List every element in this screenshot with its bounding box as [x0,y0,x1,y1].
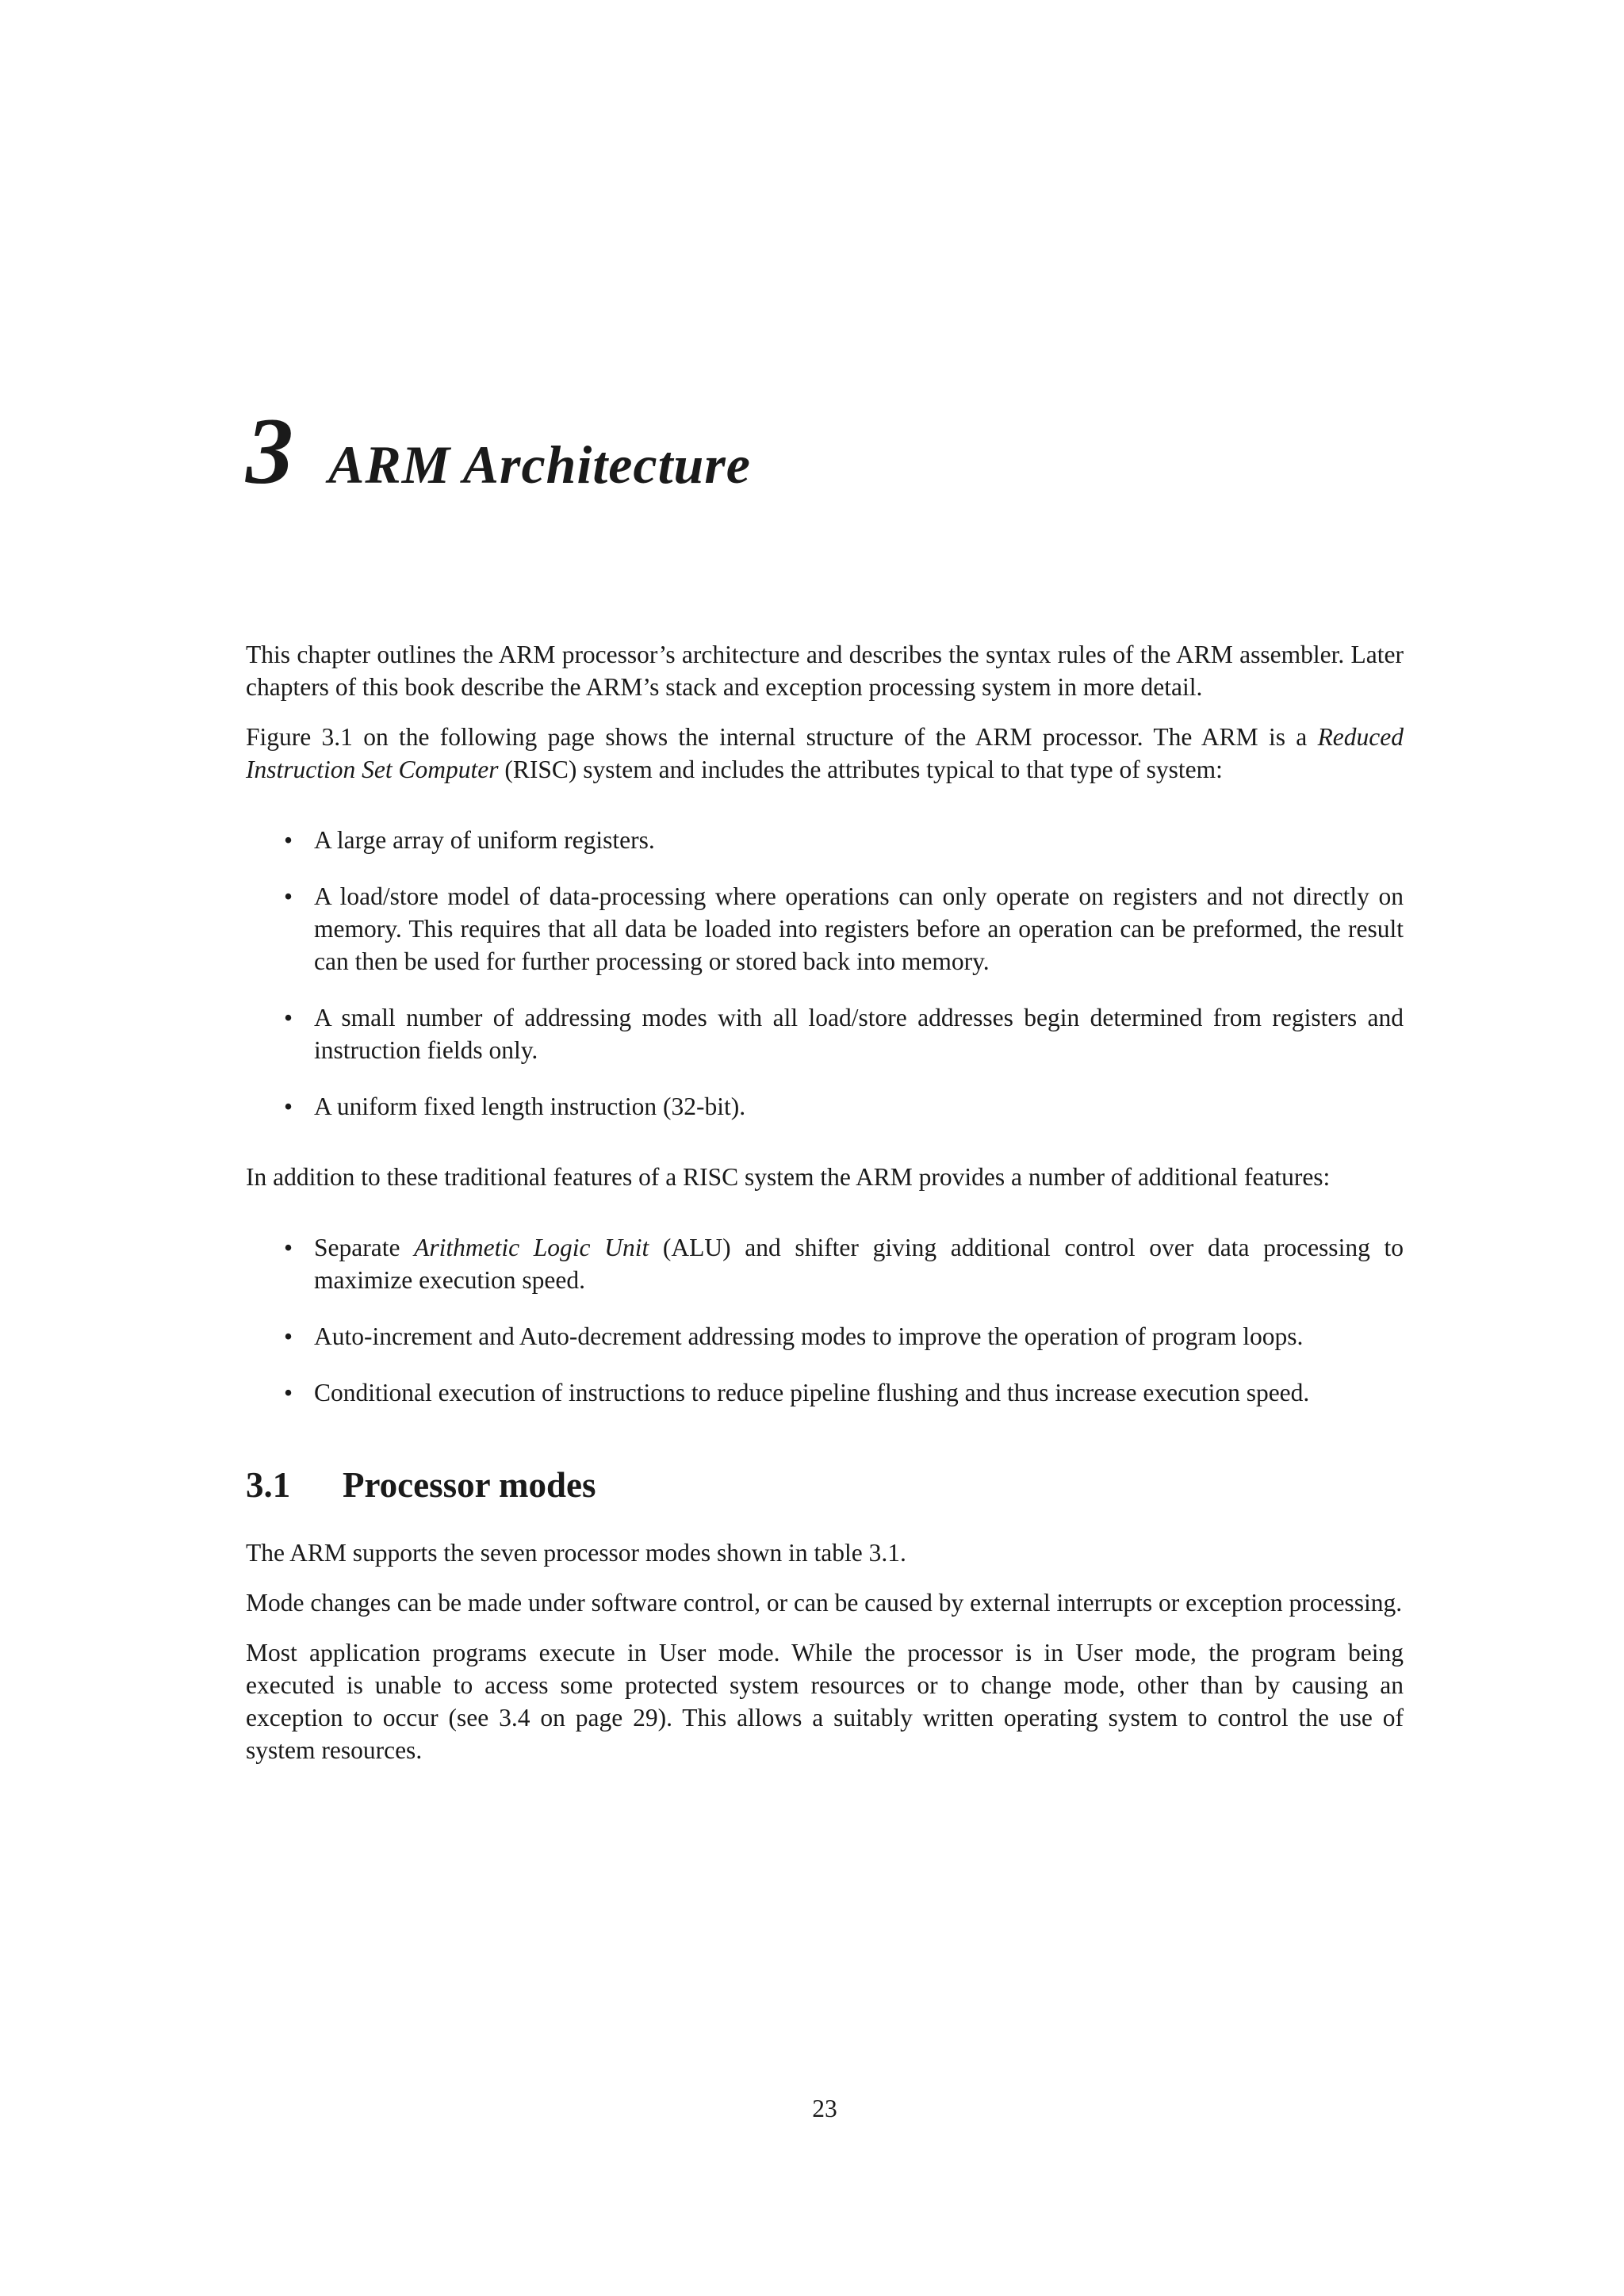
chapter-body [246,638,1404,1784]
additional-features-intro: In addition to these traditional features of a RISC system the ARM provides a number of additional features: [246,1163,1331,1191]
bullet-icon: • [284,1322,293,1350]
chapter-heading [246,396,1404,506]
list-item-text: A large array of uniform registers. [314,826,655,854]
list-item-text: A load/store model of data-processing where operations can only operate on registers and not directly on memory. This requires that all data be loaded into registers before an operation can be preformed, the result can then be used for further processing or stored back into memory. [314,882,1404,975]
risc-attributes-list [246,824,1404,1123]
list-item [246,1231,1404,1296]
list-item [246,1320,1404,1353]
bullet-icon: • [284,1379,293,1406]
text-run: Figure 3.1 on the following page shows the internal structure of the ARM processor. The ARM is a [246,723,1318,751]
list-item [246,1090,1404,1123]
section-paragraph: Most application programs execute in User mode. While the processor is in User mode, the program being executed is unable to access some protected system resources or to change mode, other than by causing an exception to occur (see 3.4 on page 29). This allows a suitably written operating system to control the use of system resources. [246,1639,1404,1764]
list-item [246,1001,1404,1066]
text-run: Separate [314,1234,415,1261]
text-run: (ALU) and shifter giving additional control over data processing to maximize execution speed. [314,1234,1404,1294]
risc-term: Reduced Instruction Set Computer [246,723,1404,783]
section-heading [246,1465,1404,1505]
list-item-text: A uniform fixed length instruction (32-bit). [314,1093,746,1120]
list-item-text: Auto-increment and Auto-decrement addressing modes to improve the operation of program loops. [314,1322,1304,1350]
section-paragraph: The ARM supports the seven processor modes shown in table 3.1. [246,1539,906,1567]
intro-paragraph: This chapter outlines the ARM processor’s architecture and describes the syntax rules of the ARM assembler. Later chapters of this book describe the ARM’s stack and exception processing system in more detail. [246,641,1404,701]
additional-features-list [246,1231,1404,1409]
chapter-number: 3 [246,398,293,503]
document-page [246,0,1404,2296]
list-item [246,880,1404,978]
section-number: 3.1 [246,1465,291,1505]
figure-reference-paragraph [246,721,1404,786]
list-item [246,824,1404,856]
bullet-icon: • [284,1093,293,1120]
bullet-icon: • [284,1234,293,1261]
bullet-icon: • [284,882,293,910]
page-number: 23 [812,2095,837,2122]
list-item-text: Conditional execution of instructions to reduce pipeline flushing and thus increase execution speed. [314,1379,1310,1406]
list-item [246,1376,1404,1409]
text-run: (RISC) system and includes the attributes typical to that type of system: [498,756,1223,783]
list-item-text: A small number of addressing modes with all load/store addresses begin determined from registers and instruction fields only. [314,1004,1404,1064]
section-title: Processor modes [343,1465,596,1505]
bullet-icon: • [284,826,293,854]
section-paragraph: Mode changes can be made under software control, or can be caused by external interrupts or exception processing. [246,1589,1403,1617]
bullet-icon: • [284,1004,293,1031]
alu-term: Arithmetic Logic Unit [414,1234,649,1261]
chapter-title: ARM Architecture [328,434,751,495]
